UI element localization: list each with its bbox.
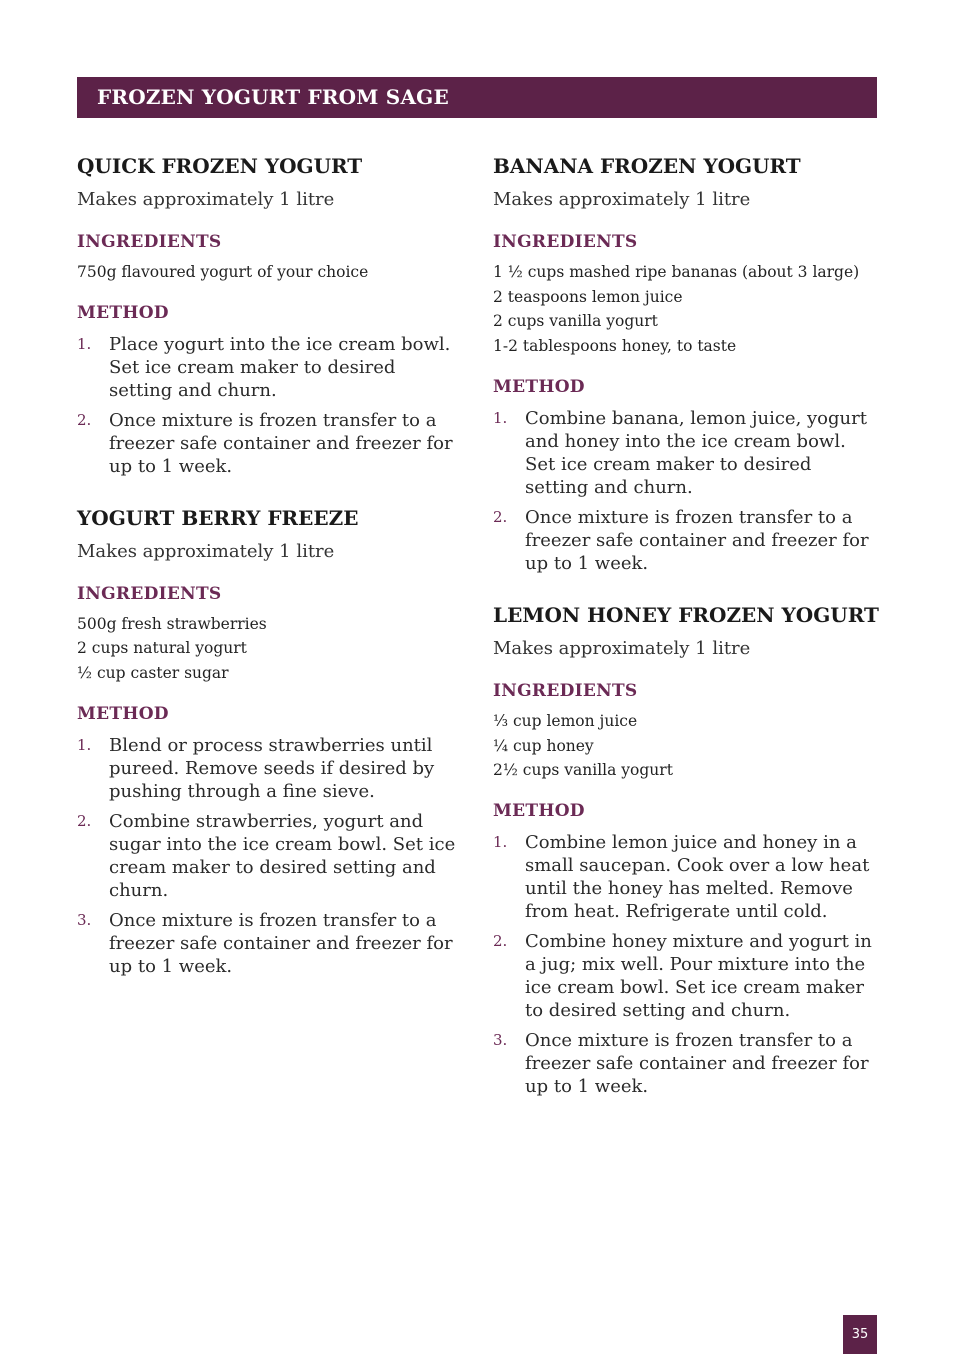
method-step [77,409,463,478]
ingredient-item: 2 teaspoons lemon juice [493,287,683,306]
step-text: Combine lemon juice and honey in a small saucepan. Cook over a low heat until the honey has melted. Remove from heat. Refrigerate until cold. [525,831,870,922]
step-text: Blend or process strawberries until pureed. Remove seeds if desired by pushing through a fine sieve. [109,734,435,802]
step-text: Once mixture is frozen transfer to a freezer safe container and freezer for up to 1 week. [525,1029,869,1097]
recipe-title: YOGURT BERRY FREEZE [77,505,359,530]
ingredient-item: ¼ cup honey [493,736,594,755]
ingredient-item: 2 cups vanilla yogurt [493,312,658,331]
method-step [77,909,463,978]
right-column [493,152,879,1124]
page-header-banner [77,77,877,118]
ingredient-item: 1-2 tablespoons honey, to taste [493,337,737,356]
method-steps [77,333,463,478]
step-text: Place yogurt into the ice cream bowl. Set ice cream maker to desired setting and churn. [109,333,451,401]
ingredients-list [493,709,879,783]
method-step [77,734,463,803]
recipe-title: QUICK FROZEN YOGURT [77,154,363,178]
method-heading: METHOD [493,376,585,397]
method-step [77,333,463,402]
recipe-yield: Makes approximately 1 litre [493,637,751,659]
recipe-yield: Makes approximately 1 litre [77,540,335,562]
recipe-title: LEMON HONEY FROZEN YOGURT [493,602,879,627]
step-text: Combine banana, lemon juice, yogurt and honey into the ice cream bowl. Set ice cream maker to desired setting and churn. [525,407,867,498]
recipe-banana-frozen-yogurt [493,152,879,575]
method-step [493,1029,879,1098]
step-number: 2. [493,931,508,950]
step-text: Combine honey mixture and yogurt in a jug; mix well. Pour mixture into the ice cream bowl. Set ice cream maker to desired setting and churn. [525,930,872,1021]
ingredient-item: ½ cup caster sugar [77,664,229,683]
ingredients-heading: INGREDIENTS [77,583,222,604]
ingredients-list [77,612,463,686]
ingredient-item: 2½ cups vanilla yogurt [493,761,673,780]
step-number: 3. [77,910,92,929]
ingredient-item: 500g fresh strawberries [77,614,267,633]
step-number: 1. [77,735,92,754]
recipe-yogurt-berry-freeze [77,504,463,978]
method-step [493,831,879,923]
method-heading: METHOD [493,800,585,821]
ingredient-item: 2 cups natural yogurt [77,639,247,658]
method-step [77,810,463,902]
method-step [493,506,879,575]
method-steps [493,407,879,575]
recipe-quick-frozen-yogurt [77,152,463,478]
page-header-title: FROZEN YOGURT FROM SAGE [97,85,449,109]
left-column [77,152,463,1004]
ingredients-list [493,260,879,359]
step-number: 1. [77,334,92,353]
ingredient-item: 750g flavoured yogurt of your choice [77,263,369,281]
recipe-yield: Makes approximately 1 litre [493,189,751,210]
method-step [493,930,879,1022]
step-text: Combine strawberries, yogurt and sugar into the ice cream bowl. Set ice cream maker to desired setting and churn. [109,810,456,901]
recipe-lemon-honey-frozen-yogurt [493,601,879,1098]
ingredient-item: ⅓ cup lemon juice [493,711,638,730]
step-number: 1. [493,832,508,851]
step-number: 1. [493,408,508,427]
method-heading: METHOD [77,703,169,724]
step-number: 2. [493,507,508,526]
step-text: Once mixture is frozen transfer to a freezer safe container and freezer for up to 1 week. [109,409,453,477]
ingredients-heading: INGREDIENTS [77,232,222,252]
step-number: 2. [77,410,92,429]
ingredients-list [77,260,463,285]
step-text: Once mixture is frozen transfer to a freezer safe container and freezer for up to 1 week. [525,506,869,574]
method-heading: METHOD [77,302,169,323]
method-steps [493,831,879,1098]
recipe-title: BANANA FROZEN YOGURT [493,154,801,178]
method-steps [77,734,463,978]
page-number: 35 [843,1315,877,1354]
ingredient-item: 1 ½ cups mashed ripe bananas (about 3 large) [493,263,860,281]
ingredients-heading: INGREDIENTS [493,232,638,252]
ingredients-heading: INGREDIENTS [493,680,638,701]
step-text: Once mixture is frozen transfer to a freezer safe container and freezer for up to 1 week. [109,909,453,977]
recipe-yield: Makes approximately 1 litre [77,189,335,210]
method-step [493,407,879,499]
step-number: 2. [77,811,92,830]
step-number: 3. [493,1030,508,1049]
